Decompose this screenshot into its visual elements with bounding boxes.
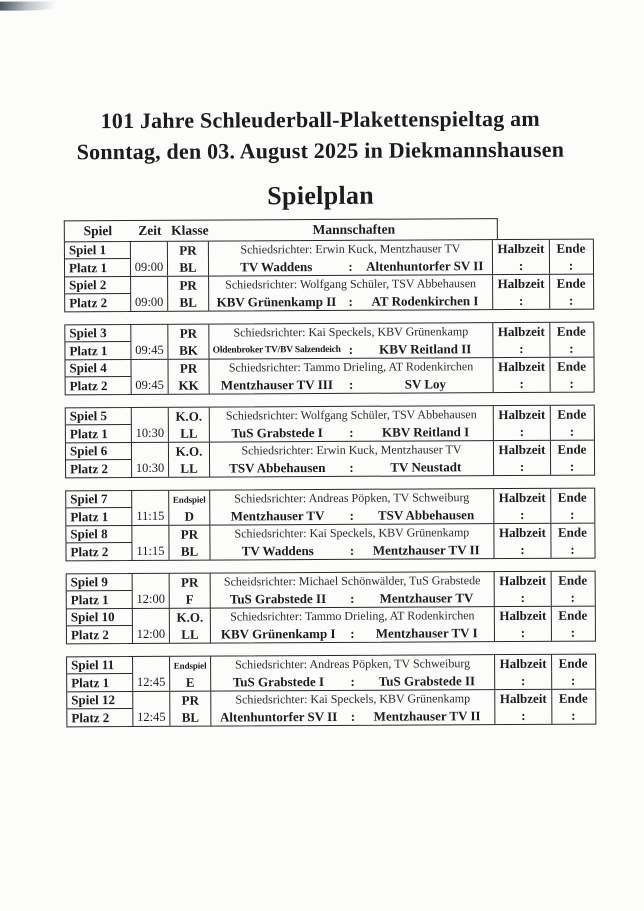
referee-cell: Schiedsrichter: Tammo Drieling, AT Rodenkirchen	[210, 607, 494, 625]
away-team: Altenhuntorfer SV II	[366, 257, 484, 274]
header-spiel: Spiel	[83, 223, 113, 239]
game-number-cell: Spiel 3	[65, 325, 130, 342]
platz-cell: Platz 1	[68, 259, 107, 275]
ende-header-cell: Ende	[551, 572, 594, 589]
home-team: TuS Grabstede I	[232, 673, 325, 689]
platz-cell: Platz 2	[69, 377, 108, 393]
game-row	[67, 655, 595, 692]
platz-cell: Platz 2	[69, 294, 108, 310]
referee-cell: Schiedsrichter: Kai Speckels, KBV Grünenkamp	[209, 524, 493, 542]
match-cell	[208, 257, 492, 275]
match-cell	[210, 624, 494, 642]
schedule-block	[65, 405, 595, 479]
platz-cell: Platz 1	[69, 425, 108, 441]
game-number-cell: Spiel 8	[66, 526, 131, 543]
klasse-oben-cell: PR	[167, 325, 208, 342]
header-mannschaften: Mannschaften	[312, 221, 396, 238]
game-number-cell: Spiel 10	[67, 609, 132, 626]
game-row	[66, 523, 594, 561]
klasse-unten-cell: BL	[167, 294, 208, 311]
ende-header-cell: Ende	[549, 323, 592, 340]
klasse-unten-cell: F	[169, 591, 210, 608]
versus-colon: :	[349, 542, 355, 558]
klasse-unten-cell: D	[168, 508, 209, 525]
scan-artifact	[0, 1, 78, 10]
away-team: Mentzhauser TV	[379, 589, 474, 606]
table-header-row	[64, 218, 498, 241]
referee-cell: Schiedsrichter: Andreas Pöpken, TV Schweiburg	[210, 655, 494, 673]
ende-score-cell: :	[549, 257, 592, 274]
zeit-cell: 10:30	[131, 408, 168, 442]
game-number-cell: Spiel 11	[67, 657, 132, 674]
match-cell	[209, 506, 493, 524]
zeit-cell: 09:00	[130, 277, 167, 311]
schedule-block	[64, 322, 594, 396]
zeit-cell: 09:45	[130, 360, 167, 394]
match-cell	[210, 707, 494, 725]
platz-cell: Platz 1	[70, 508, 109, 524]
home-team: Mentzhauser TV III	[220, 376, 333, 393]
zeit-cell: 12:00	[132, 574, 169, 608]
game-number-cell: Spiel 2	[65, 277, 130, 294]
platz-cell: Platz 2	[70, 626, 109, 642]
schedule-table	[64, 218, 597, 728]
zeit-cell: 10:30	[131, 443, 168, 477]
klasse-unten-cell: BL	[167, 259, 208, 276]
halbzeit-header-cell: Halbzeit	[492, 358, 549, 375]
referee-cell: Schiedsrichter: Wolfgang Schüler, TSV Abbehausen	[209, 406, 493, 424]
ende-score-cell: :	[551, 672, 594, 689]
klasse-unten-cell: E	[169, 674, 210, 691]
versus-colon: :	[348, 341, 354, 357]
halbzeit-header-cell: Halbzeit	[492, 323, 549, 340]
platz-cell: Platz 2	[71, 709, 110, 725]
halbzeit-score-cell: :	[492, 340, 549, 357]
platz-cell: Platz 1	[70, 591, 109, 607]
halbzeit-header-cell: Halbzeit	[493, 406, 550, 423]
halbzeit-header-cell: Halbzeit	[492, 240, 549, 257]
referee-cell: Schiedsrichter: Tammo Drieling, AT Rodenkirchen	[208, 358, 492, 376]
zeit-cell: 09:45	[130, 325, 167, 359]
schedule-block	[65, 488, 595, 562]
klasse-unten-cell: BK	[167, 342, 208, 359]
game-number-cell: Spiel 1	[65, 242, 130, 259]
halbzeit-score-cell: :	[494, 707, 551, 724]
klasse-oben-cell: Endspiel	[168, 491, 209, 508]
away-team: KBV Reitland I	[381, 423, 470, 440]
halbzeit-score-cell: :	[494, 672, 551, 689]
versus-colon: :	[350, 590, 355, 606]
klasse-unten-cell: LL	[169, 626, 210, 643]
game-row	[65, 323, 593, 360]
versus-colon: :	[349, 459, 354, 475]
game-row	[65, 357, 593, 395]
platz-cell: Platz 2	[70, 460, 109, 476]
page-title: Spielplan	[267, 180, 375, 211]
ende-score-cell: :	[551, 707, 594, 724]
klasse-oben-cell: K.O.	[169, 609, 210, 626]
versus-colon: :	[350, 673, 355, 689]
ende-score-cell: :	[550, 541, 593, 558]
title-line-1: 101 Jahre Schleuderball-Plakettenspieltag am	[100, 105, 540, 134]
away-team: TV Neustadt	[390, 458, 462, 475]
away-team: Mentzhauser TV II	[372, 541, 480, 558]
home-team: TSV Abbehausen	[229, 459, 326, 475]
header-klasse: Klasse	[171, 222, 209, 238]
halbzeit-score-cell: :	[493, 458, 550, 475]
away-team: Mentzhauser TV II	[373, 707, 481, 724]
klasse-oben-cell: K.O.	[168, 408, 209, 425]
referee-cell: Schiedsrichter: Andreas Pöpken, TV Schweiburg	[209, 489, 493, 507]
halbzeit-header-cell: Halbzeit	[494, 690, 551, 707]
ende-header-cell: Ende	[550, 441, 593, 458]
halbzeit-score-cell: :	[493, 541, 550, 558]
ende-header-cell: Ende	[550, 524, 593, 541]
klasse-unten-cell: KK	[168, 377, 209, 394]
game-row	[66, 489, 594, 526]
header-zeit: Zeit	[138, 222, 162, 238]
zeit-cell: 12:45	[132, 657, 169, 691]
halbzeit-header-cell: Halbzeit	[494, 655, 551, 672]
home-team: Oldenbroker TV/BV Salzendeich	[212, 344, 341, 356]
klasse-unten-cell: BL	[168, 543, 209, 560]
schedule-block	[66, 571, 596, 645]
versus-colon: :	[349, 424, 354, 440]
zeit-cell: 12:45	[132, 692, 169, 726]
platz-cell: Platz 1	[69, 342, 108, 358]
away-team: TuS Grabstede II	[378, 672, 476, 689]
game-row	[66, 440, 594, 478]
klasse-oben-cell: PR	[168, 526, 209, 543]
match-cell	[210, 672, 494, 690]
versus-colon: :	[349, 507, 355, 523]
match-cell	[209, 458, 493, 476]
ende-header-cell: Ende	[551, 690, 594, 707]
klasse-unten-cell: BL	[169, 709, 210, 726]
away-team: TSV Abbehausen	[377, 506, 475, 523]
home-team: Altenhuntorfer SV II	[219, 708, 338, 725]
versus-colon: :	[348, 258, 353, 274]
title-line-2: Sonntag, den 03. August 2025 in Diekmannshausen	[76, 136, 565, 165]
zeit-cell: 11:15	[131, 526, 168, 560]
game-row	[65, 240, 593, 277]
game-number-cell: Spiel 9	[67, 574, 132, 591]
away-team: KBV Reitland II	[379, 340, 472, 357]
game-row	[65, 274, 593, 312]
klasse-oben-cell: PR	[167, 360, 208, 377]
ende-score-cell: :	[549, 292, 592, 309]
match-cell	[210, 589, 494, 607]
halbzeit-header-cell: Halbzeit	[494, 572, 551, 589]
ende-header-cell: Ende	[549, 275, 592, 292]
klasse-oben-cell: PR	[167, 277, 208, 294]
halbzeit-score-cell: :	[494, 624, 551, 641]
zeit-cell: 09:00	[130, 242, 167, 276]
halbzeit-header-cell: Halbzeit	[492, 275, 549, 292]
ende-score-cell: :	[551, 589, 594, 606]
document-header	[0, 102, 643, 212]
ende-score-cell: :	[550, 375, 593, 392]
game-number-cell: Spiel 6	[66, 443, 131, 460]
schedule-block	[66, 654, 596, 728]
halbzeit-header-cell: Halbzeit	[494, 607, 551, 624]
game-number-cell: Spiel 5	[66, 408, 131, 425]
referee-cell: Schiedsrichter: Erwin Kuck, Mentzhauser TV	[208, 240, 492, 258]
zeit-cell: 11:15	[131, 491, 168, 525]
match-cell	[208, 292, 492, 310]
platz-cell: Platz 1	[71, 674, 110, 690]
home-team: Mentzhauser TV	[230, 507, 325, 523]
halbzeit-score-cell: :	[493, 375, 550, 392]
match-cell	[209, 541, 493, 559]
game-number-cell: Spiel 12	[67, 692, 132, 709]
halbzeit-score-cell: :	[492, 257, 549, 274]
versus-colon: :	[350, 708, 356, 724]
ende-header-cell: Ende	[549, 358, 592, 375]
game-row	[67, 572, 595, 609]
game-row	[67, 689, 595, 727]
versus-colon: :	[350, 625, 355, 641]
klasse-oben-cell: Endspiel	[169, 657, 210, 674]
game-row	[67, 606, 595, 644]
referee-cell: Scheidsrichter: Michael Schönwälder, TuS Grabstede	[210, 572, 494, 590]
halbzeit-header-cell: Halbzeit	[493, 489, 550, 506]
away-team: SV Loy	[404, 375, 447, 392]
halbzeit-score-cell: :	[492, 292, 549, 309]
schedule-blocks	[64, 239, 597, 728]
ende-header-cell: Ende	[551, 655, 594, 672]
ende-score-cell: :	[549, 340, 592, 357]
ende-score-cell: :	[550, 506, 593, 523]
away-team: Mentzhauser TV I	[375, 624, 478, 641]
ende-header-cell: Ende	[550, 489, 593, 506]
ende-header-cell: Ende	[551, 607, 594, 624]
home-team: TV Waddens	[241, 542, 314, 558]
referee-cell: Schiedsrichter: Kai Speckels, KBV Grünenkamp	[210, 690, 494, 708]
versus-colon: :	[348, 293, 353, 309]
klasse-unten-cell: LL	[168, 425, 209, 442]
zeit-cell: 12:00	[132, 609, 169, 643]
platz-cell: Platz 2	[70, 543, 109, 559]
home-team: TV Waddens	[240, 258, 313, 274]
ende-header-cell: Ende	[549, 240, 592, 257]
ende-header-cell: Ende	[550, 406, 593, 423]
versus-colon: :	[348, 376, 354, 392]
ende-score-cell: :	[551, 624, 594, 641]
halbzeit-header-cell: Halbzeit	[493, 441, 550, 458]
ende-score-cell: :	[550, 423, 593, 440]
game-number-cell: Spiel 4	[65, 360, 130, 377]
game-row	[66, 406, 594, 443]
klasse-unten-cell: LL	[168, 460, 209, 477]
match-cell	[209, 375, 493, 393]
halbzeit-score-cell: :	[494, 589, 551, 606]
klasse-oben-cell: PR	[167, 242, 208, 259]
home-team: KBV Grünenkamp II	[216, 293, 337, 310]
halbzeit-header-cell: Halbzeit	[493, 524, 550, 541]
halbzeit-score-cell: :	[493, 506, 550, 523]
referee-cell: Schiedsrichter: Wolfgang Schüler, TSV Abbehausen	[208, 275, 492, 293]
home-team: KBV Grünenkamp I	[220, 625, 336, 642]
game-number-cell: Spiel 7	[66, 491, 131, 508]
home-team: TuS Grabstede I	[231, 424, 323, 440]
ende-score-cell: :	[550, 458, 593, 475]
klasse-oben-cell: PR	[169, 692, 210, 709]
referee-cell: Schiedsrichter: Kai Speckels, KBV Grünenkamp	[208, 323, 492, 341]
away-team: AT Rodenkirchen I	[371, 292, 479, 309]
schedule-block	[64, 239, 594, 313]
klasse-oben-cell: PR	[169, 574, 210, 591]
klasse-oben-cell: K.O.	[168, 443, 209, 460]
referee-cell: Schiedsrichter: Erwin Kuck, Mentzhauser TV	[209, 441, 493, 459]
match-cell	[209, 423, 493, 441]
match-cell	[208, 340, 492, 358]
halbzeit-score-cell: :	[493, 423, 550, 440]
home-team: TuS Grabstede II	[229, 590, 327, 606]
